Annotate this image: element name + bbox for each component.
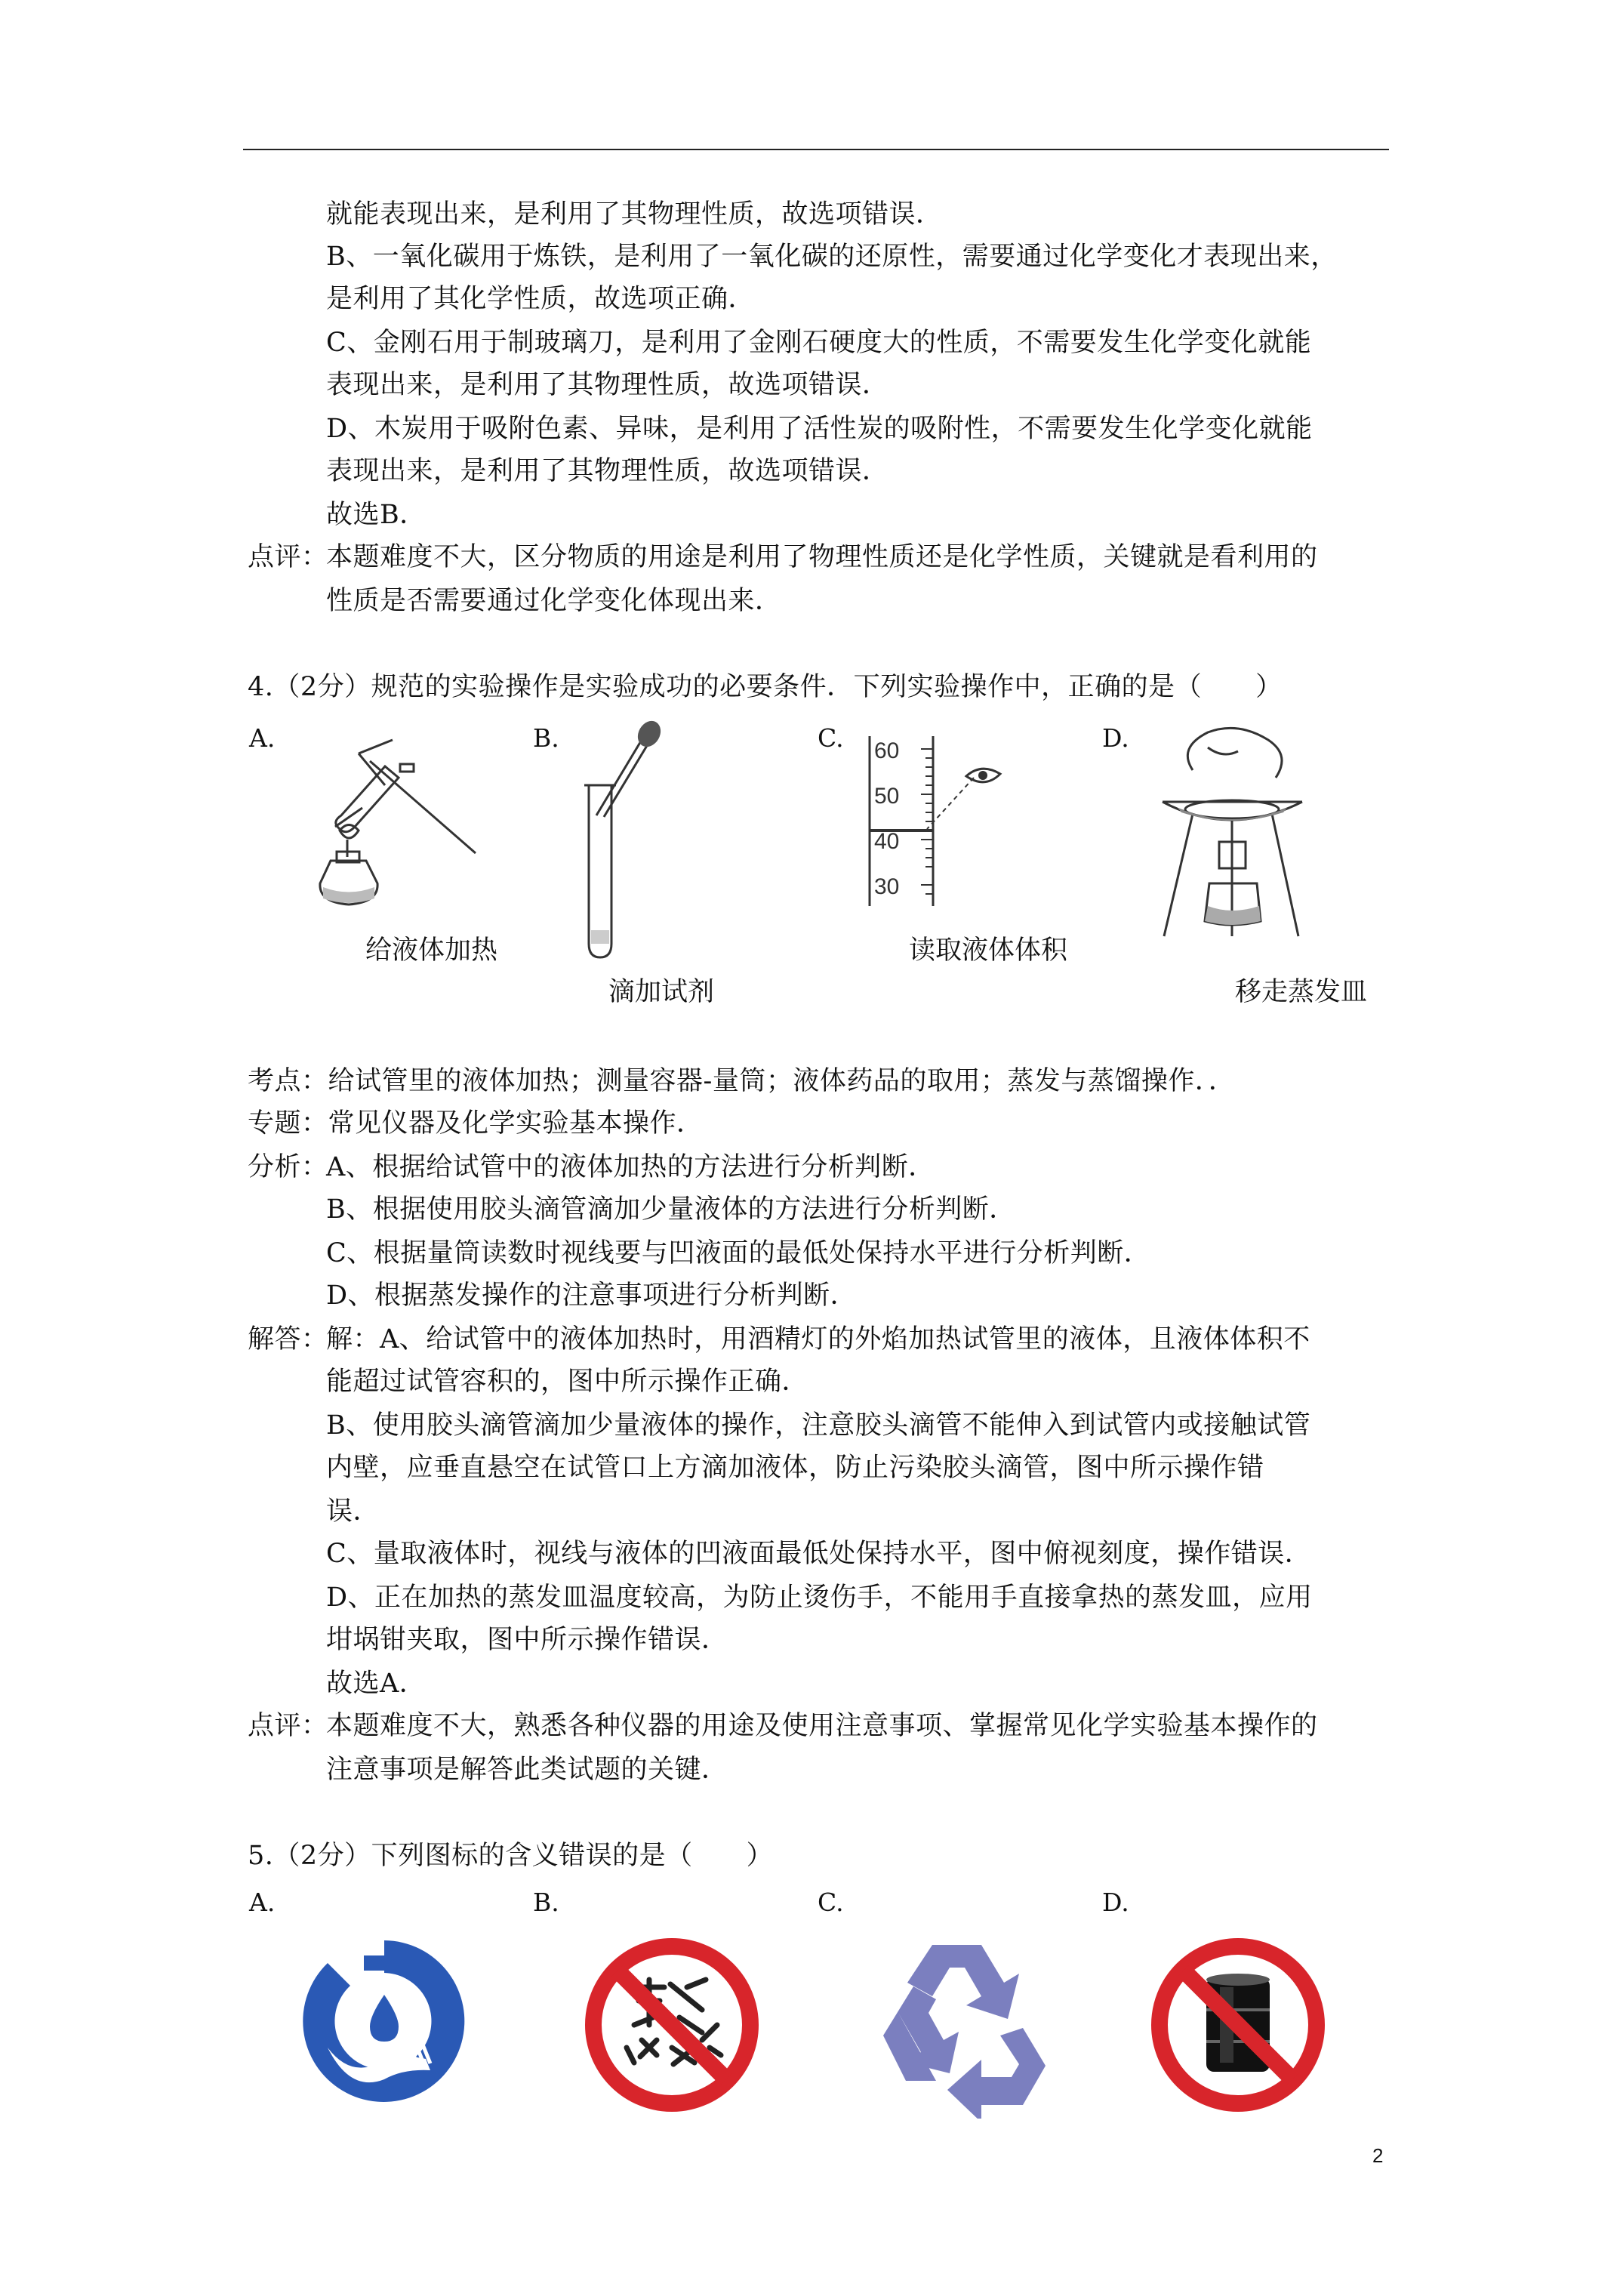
no-oil-barrel-icon xyxy=(1147,1934,1329,2116)
q4-figure-cylinder xyxy=(861,732,1012,914)
q5-stem: 5.（2分）下列图标的含义错误的是（ ） xyxy=(248,1841,774,1871)
q4-analysis-line: A、根据给试管中的液体加热的方法进行分析判断． xyxy=(326,1152,935,1182)
q5-option-d-label: D. xyxy=(1102,1888,1129,1917)
q5-option-c-label: C. xyxy=(818,1888,844,1917)
test-tube-heating-illustration xyxy=(287,725,491,929)
q5-sign-recycle xyxy=(861,1930,1064,2119)
q4-kaodian: 考点：给试管里的液体加热；测量容器-量筒；液体药品的取用；蒸发与蒸馏操作．． xyxy=(248,1066,1236,1096)
q4-solution-line: 内壁，应垂直悬空在试管口上方滴加液体，防止污染胶头滴管，图中所示操作错 xyxy=(326,1453,1264,1483)
prev-answer-line: 故选B． xyxy=(326,500,427,530)
q5-sign-water-saving xyxy=(297,1934,471,2108)
cylinder-tick-label: 50 xyxy=(874,784,900,809)
recycle-icon xyxy=(861,1930,1064,2119)
q4-option-a-label: A. xyxy=(249,723,276,753)
prev-answer-line: 表现出来，是利用了其物理性质，故选项错误． xyxy=(326,456,889,486)
cylinder-reading-illustration xyxy=(861,732,1012,914)
q4-solution-line: 能超过试管容积的，图中所示操作正确． xyxy=(326,1367,809,1397)
prev-answer-line: D、木炭用于吸附色素、异味，是利用了活性炭的吸附性，不需要发生化学变化就能 xyxy=(326,414,1313,444)
q4-solution-line: 故选A． xyxy=(326,1669,427,1699)
q4-analysis-line: D、根据蒸发操作的注意事项进行分析判断． xyxy=(326,1281,858,1311)
evaporation-illustration xyxy=(1147,717,1313,944)
q4-caption-d: 移走蒸发皿 xyxy=(1235,977,1368,1007)
water-saving-icon xyxy=(297,1934,471,2108)
q4-caption-b: 滴加试剂 xyxy=(608,977,715,1007)
q4-figure-dropper xyxy=(566,717,687,959)
q4-comment-line: 本题难度不大，熟悉各种仪器的用途及使用注意事项、掌握常见化学实验基本操作的 xyxy=(326,1711,1318,1741)
q4-stem: 4.（2分）规范的实验操作是实验成功的必要条件．下列实验操作中，正确的是（ ） xyxy=(248,672,1283,702)
prev-comment-line: 性质是否需要通过化学变化体现出来． xyxy=(326,586,782,616)
q4-caption-a: 给液体加热 xyxy=(365,935,498,966)
q5-option-a-label: A. xyxy=(249,1888,276,1917)
q4-analysis-label: 分析： xyxy=(248,1152,328,1182)
q4-solution-line: C、量取液体时，视线与液体的凹液面最低处保持水平，图中俯视刻度，操作错误． xyxy=(326,1539,1312,1569)
prev-answer-line: 表现出来，是利用了其物理性质，故选项错误． xyxy=(326,370,889,400)
prev-comment-label: 点评： xyxy=(248,542,328,572)
q4-figure-heating xyxy=(287,725,491,929)
q4-analysis-line: B、根据使用胶头滴管滴加少量液体的方法进行分析判断． xyxy=(326,1194,1016,1225)
q4-figure-evaporation xyxy=(1147,717,1313,944)
prev-answer-line: C、金刚石用于制玻璃刀，是利用了金刚石硬度大的性质，不需要发生化学变化就能 xyxy=(326,328,1312,358)
page-number: 2 xyxy=(1372,2144,1384,2167)
q4-option-b-label: B. xyxy=(533,723,559,753)
cylinder-tick-label: 30 xyxy=(874,874,900,899)
q4-caption-c: 读取液体体积 xyxy=(909,935,1068,966)
q5-sign-no-fireworks xyxy=(581,1934,762,2116)
q5-option-b-label: B. xyxy=(533,1888,559,1917)
header-rule xyxy=(243,149,1389,150)
q4-solution-line: 坩埚钳夹取，图中所示操作错误． xyxy=(326,1625,728,1655)
q4-solution-line: D、正在加热的蒸发皿温度较高，为防止烫伤手，不能用手直接拿热的蒸发皿，应用 xyxy=(326,1583,1313,1613)
q4-option-c-label: C. xyxy=(818,723,844,753)
q4-solution-line: 误． xyxy=(326,1496,380,1527)
prev-comment-line: 本题难度不大，区分物质的用途是利用了物理性质还是化学性质，关键就是看利用的 xyxy=(326,542,1318,572)
prev-answer-line: 就能表现出来，是利用了其物理性质，故选项错误． xyxy=(326,199,943,230)
q4-analysis-line: C、根据量筒读数时视线要与凹液面的最低处保持水平进行分析判断． xyxy=(326,1238,1151,1268)
q5-sign-no-barrel xyxy=(1147,1934,1329,2116)
q4-comment-line: 注意事项是解答此类试题的关键． xyxy=(326,1755,728,1785)
q4-comment-label: 点评： xyxy=(248,1711,328,1741)
prev-answer-line: 是利用了其化学性质，故选项正确． xyxy=(326,284,756,314)
prev-answer-line: B、一氧化碳用于炼铁，是利用了一氧化碳的还原性，需要通过化学变化才表现出来， xyxy=(326,242,1338,272)
q4-zhuanti: 专题：常见仪器及化学实验基本操作． xyxy=(248,1108,704,1139)
q4-option-d-label: D. xyxy=(1102,723,1129,753)
q4-solution-label: 解答： xyxy=(248,1324,328,1354)
cylinder-tick-label: 60 xyxy=(874,738,900,763)
cylinder-tick-label: 40 xyxy=(874,829,900,854)
no-fireworks-icon xyxy=(581,1934,762,2116)
q4-solution-line: 解：A、给试管中的液体加热时，用酒精灯的外焰加热试管里的液体，且液体体积不 xyxy=(326,1324,1310,1354)
dropper-illustration xyxy=(566,717,687,959)
q4-solution-line: B、使用胶头滴管滴加少量液体的操作，注意胶头滴管不能伸入到试管内或接触试管 xyxy=(326,1410,1311,1441)
